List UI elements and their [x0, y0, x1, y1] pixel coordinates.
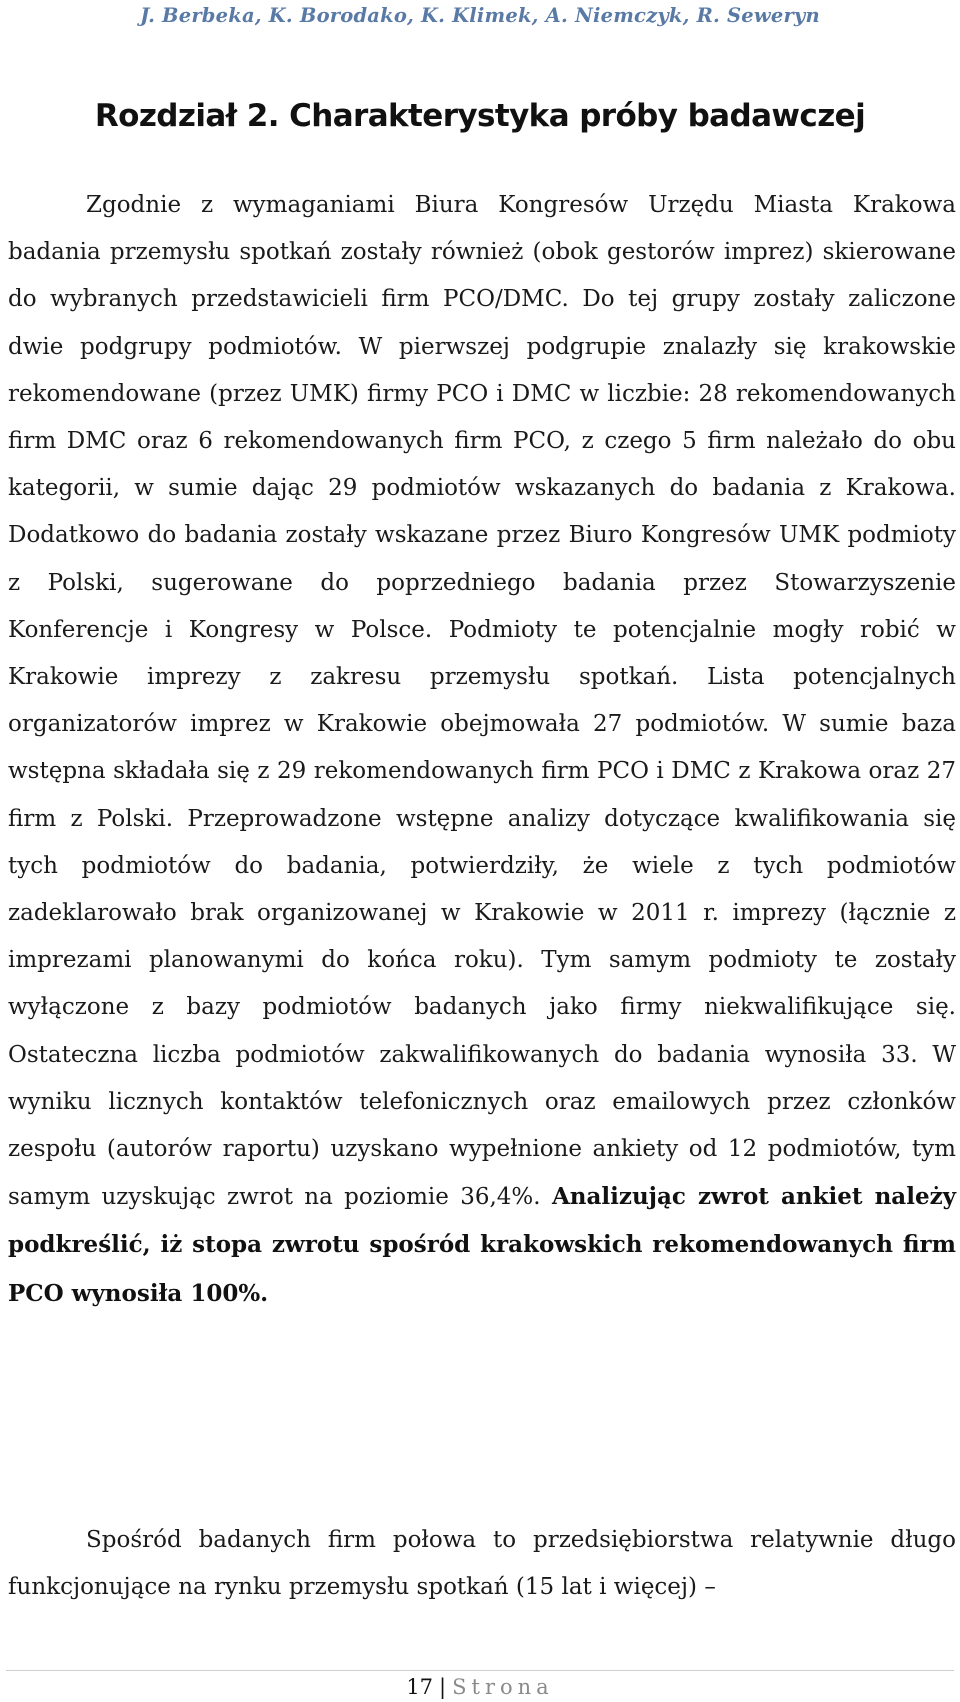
- paragraph-text: Spośród badanych firm połowa to przedsiębiorstwa relatywnie długo funkcjonujące na rynku przemysłu spotkań (15 lat i więcej) –: [8, 1527, 956, 1601]
- paragraph-emphasis: Analizując zwrot ankiet należy podkreślić, iż stopa zwrotu spośród krakowskich rekomendowanych firm PCO wynosiła 100%.: [8, 1183, 956, 1307]
- running-header-authors: J. Berbeka, K. Borodako, K. Klimek, A. Niemczyk, R. Seweryn: [140, 4, 820, 27]
- chapter-title: Rozdział 2. Charakterystyka próby badawczej: [94, 98, 866, 134]
- page-footer: [0, 1675, 960, 1699]
- body-paragraph: [8, 182, 956, 1318]
- page-label: Strona: [452, 1675, 554, 1699]
- page-number: 17: [406, 1675, 434, 1699]
- body-paragraph: [8, 1517, 956, 1611]
- paragraph-text: Zgodnie z wymaganiami Biura Kongresów Urzędu Miasta Krakowa badania przemysłu spotkań zostały również (obok gestorów imprez) skierowane do wybranych przedstawicieli firm PCO/DMC. Do tej grupy zostały zaliczone dwie podgrupy podmiotów. W pierwszej podgrupie znalazły się krakowskie rekomendowane (przez UMK) firmy PCO i DMC w liczbie: 28 rekomendowanych firm DMC oraz 6 rekomendowanych firm PCO, z czego 5 firm należało do obu kategorii, w sumie dając 29 podmiotów wskazanych do badania z Krakowa. Dodatkowo do badania zostały wskazane przez Biuro Kongresów UMK podmioty z Polski, sugerowane do poprzedniego badania przez Stowarzyszenie Konferencje i Kongresy w Polsce. Podmioty te potencjalnie mogły robić w Krakowie imprezy z zakresu przemysłu spotkań. Lista potencjalnych organizatorów imprez w Krakowie obejmowała 27 podmiotów. W sumie baza wstępna składała się z 29 rekomendowanych firm PCO i DMC z Krakowa oraz 27 firm z Polski. Przeprowadzone wstępne analizy dotyczące kwalifikowania się tych podmiotów do badania, potwierdziły, że wiele z tych podmiotów zadeklarowało brak organizowanej w Krakowie w 2011 r. imprezy (łącznie z imprezami planowanymi do końca roku). Tym samym podmioty te zostały wyłączone z bazy podmiotów badanych jako firmy niekwalifikujące się. Ostateczna liczba podmiotów zakwalifikowanych do badania wynosiła 33. W wyniku licznych kontaktów telefonicznych oraz emailowych przez członków zespołu (autorów raportu) uzyskano wypełnione ankiety od 12 podmiotów, tym samym uzyskując zwrot na poziomie 36,4%.: [8, 192, 956, 1211]
- footer-divider: [6, 1670, 954, 1671]
- footer-separator: |: [439, 1675, 447, 1699]
